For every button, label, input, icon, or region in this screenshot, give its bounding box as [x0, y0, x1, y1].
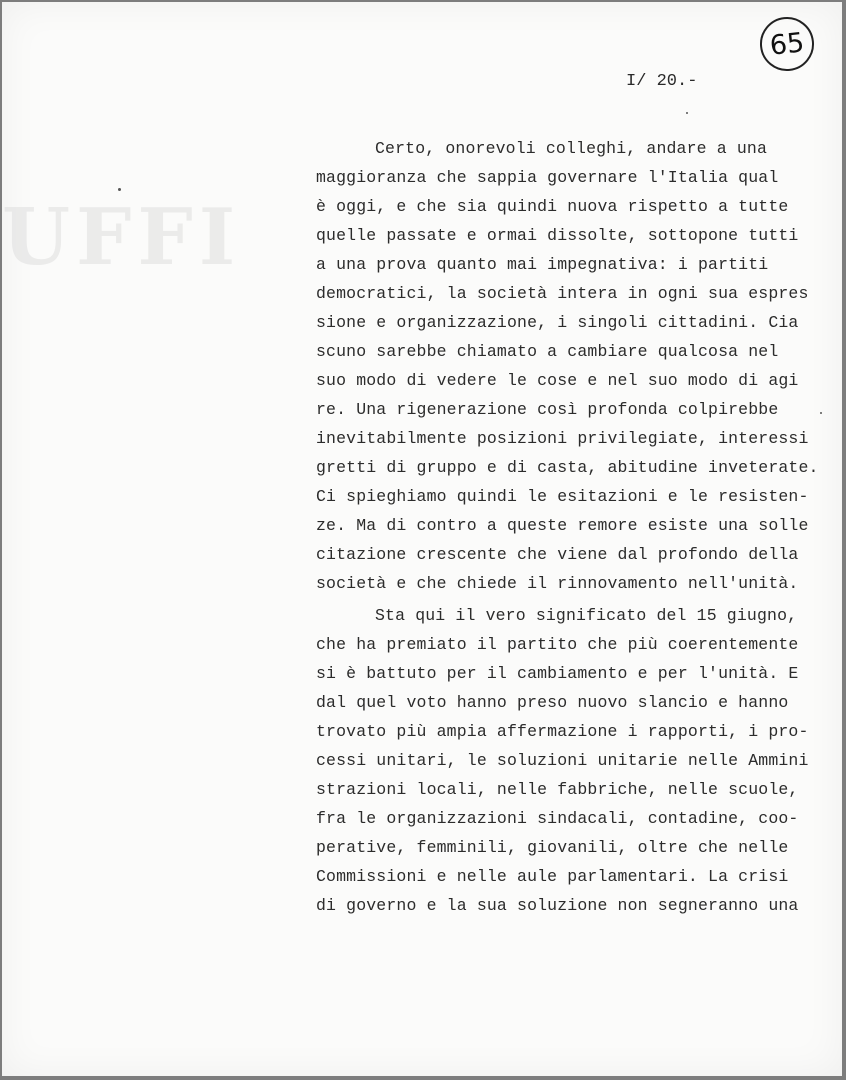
text-line: di governo e la sua soluzione non segneranno una: [316, 896, 799, 915]
text-line: quelle passate e ormai dissolte, sottopone tutti: [316, 226, 799, 245]
typewritten-page: [2, 2, 842, 1076]
text-line: fra le organizzazioni sindacali, contadine, coo-: [316, 809, 799, 828]
text-line: suo modo di vedere le cose e nel suo modo di agi: [316, 371, 799, 390]
text-line: dal quel voto hanno preso nuovo slancio e hanno: [316, 693, 789, 712]
text-line: è oggi, e che sia quindi nuova rispetto a tutte: [316, 197, 789, 216]
text-line: citazione crescente che viene dal profondo della: [316, 545, 799, 564]
paper-speck: [820, 412, 822, 414]
text-line: società e che chiede il rinnovamento nell'unità.: [316, 574, 799, 593]
text-line: inevitabilmente posizioni privilegiate, interessi: [316, 429, 809, 448]
text-line: perative, femminili, giovanili, oltre che nelle: [316, 838, 789, 857]
paper-speck: [686, 112, 688, 114]
paper-speck: [118, 188, 121, 191]
text-line: scuno sarebbe chiamato a cambiare qualcosa nel: [316, 342, 779, 361]
circled-page-stamp: [757, 14, 816, 73]
text-line: strazioni locali, nelle fabbriche, nelle scuole,: [316, 780, 799, 799]
text-line: democratici, la società intera in ogni sua espres: [316, 284, 809, 303]
text-line: trovato più ampia affermazione i rapporti, i pro-: [316, 722, 809, 741]
text-line: maggioranza che sappia governare l'Italia qual: [316, 168, 779, 187]
bleed-through-letters: UFFI: [2, 192, 242, 283]
text-line: ze. Ma di contro a queste remore esiste una solle: [316, 516, 809, 535]
text-line: re. Una rigenerazione così profonda colpirebbe: [316, 400, 779, 419]
text-line: Commissioni e nelle aule parlamentari. La crisi: [316, 867, 789, 886]
stamp-number: 65: [768, 26, 806, 62]
text-line: che ha premiato il partito che più coerentemente: [316, 635, 799, 654]
text-line: Sta qui il vero significato del 15 giugno,: [375, 606, 798, 625]
text-line: Ci spieghiamo quindi le esitazioni e le resisten-: [316, 487, 809, 506]
text-line: sione e organizzazione, i singoli cittadini. Cia: [316, 313, 799, 332]
text-line: cessi unitari, le soluzioni unitarie nelle Ammini: [316, 751, 809, 770]
text-line: Certo, onorevoli colleghi, andare a una: [375, 139, 768, 158]
page-number: I/ 20.-: [626, 72, 698, 91]
text-line: si è battuto per il cambiamento e per l'unità. E: [316, 664, 799, 683]
text-line: gretti di gruppo e di casta, abitudine inveterate.: [316, 458, 819, 477]
text-line: a una prova quanto mai impegnativa: i partiti: [316, 255, 769, 274]
